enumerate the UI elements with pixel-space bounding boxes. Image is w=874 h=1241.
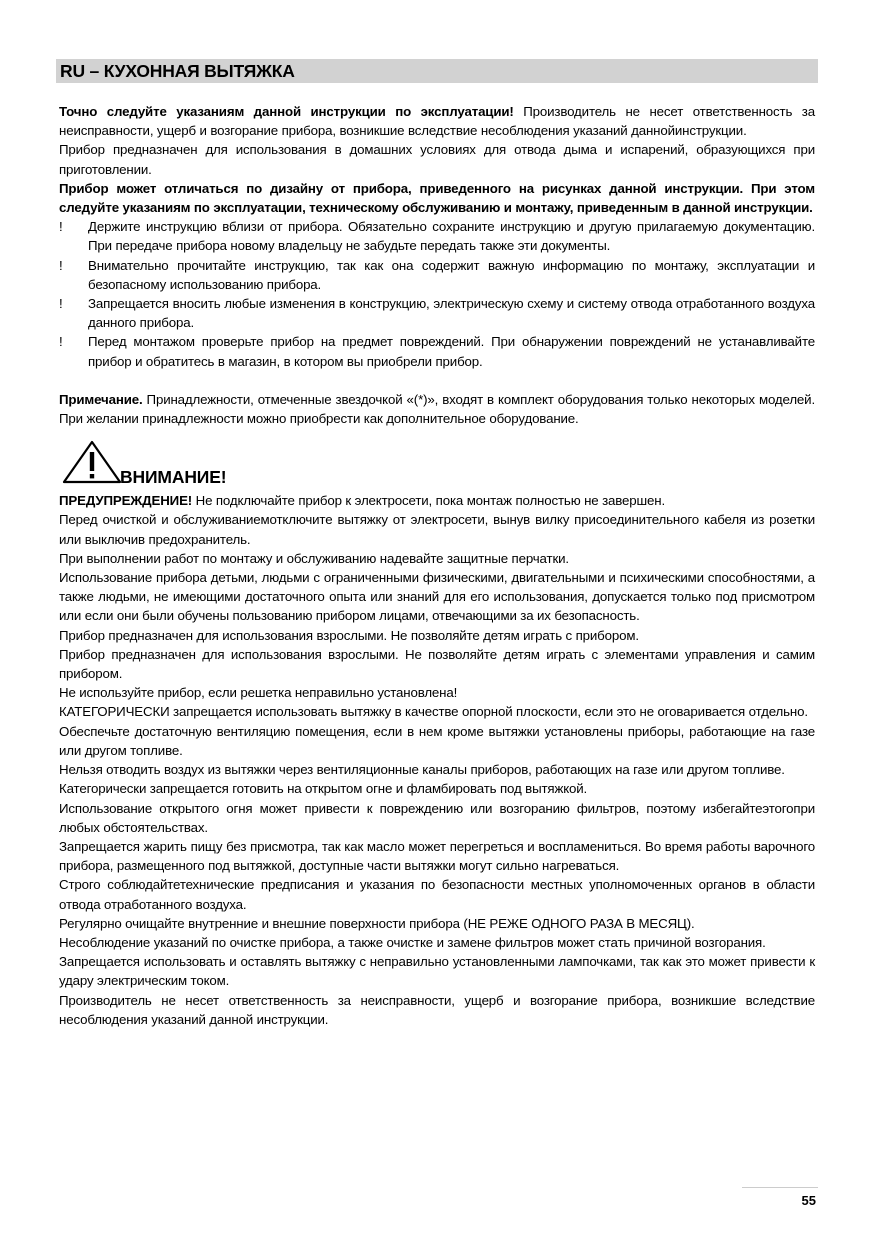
note-label: Примечание.	[59, 391, 143, 407]
warning-paragraph: Несоблюдение указаний по очистке прибора, а также очистке и замене фильтров может стать причиной возгорания.	[59, 934, 766, 950]
warning-paragraph: Регулярно очищайте внутренние и внешние поверхности прибора (НЕ РЕЖЕ ОДНОГО РАЗА В МЕСЯЦ).	[59, 915, 695, 931]
page-number: 55	[801, 1193, 816, 1208]
exclamation-icon: !	[59, 219, 63, 235]
warning-lead-text: Не подключайте прибор к электросети, пока монтаж полностью не завершен.	[192, 493, 666, 509]
warning-paragraph: Прибор предназначен для использования взрослыми. Не позволяйте детям играть с элементами управления и самим прибором.	[59, 646, 815, 682]
warning-triangle-icon	[61, 439, 123, 485]
warning-paragraph: Запрещается жарить пищу без присмотра, так как масло может перегреться и воспламениться. Во время работы варочного прибора, размещенного под вытяжкой, доступные части вытяжки могут сильно нагреваться.	[59, 838, 815, 874]
list-item	[59, 332, 815, 370]
intro-paragraph-1	[59, 102, 815, 140]
warning-heading	[59, 439, 815, 489]
warning-paragraph: КАТЕГОРИЧЕСКИ запрещается использовать вытяжку в качестве опорной плоскости, если это не оговаривается отдельно.	[59, 704, 808, 720]
warning-lead	[59, 491, 815, 510]
list-item-text: Держите инструкцию вблизи от прибора. Обязательно сохраните инструкцию и другую прилагаемую документацию. При передаче прибора новому владельцу не забудьте передать также эти документы.	[88, 219, 815, 254]
intro-text: Производитель не несет ответственность за неисправности, ущерб и возгорание прибора, возникшие вследствие несоблюдения указаний даннойинструкции.	[59, 104, 815, 139]
note-text: Принадлежности, отмеченные звездочкой «(*)», входят в комплект оборудования только некоторых моделей. При желании принадлежности можно приобрести как дополнительное оборудование.	[59, 391, 815, 427]
list-item-text: Перед монтажом проверьте прибор на предмет повреждений. При обнаружении повреждений не устанавливайте прибор и обратитесь в магазин, в котором вы приобрели прибор.	[88, 334, 815, 369]
list-item	[59, 294, 815, 332]
warning-paragraph: Производитель не несет ответственность за неисправности, ущерб и возгорание прибора, возникшие вследствие несоблюдения указаний данной инструкции.	[59, 992, 815, 1027]
section-header: RU – КУХОННАЯ ВЫТЯЖКА	[56, 59, 818, 83]
warning-paragraph: При выполнении работ по монтажу и обслуживанию надевайте защитные перчатки.	[59, 550, 569, 566]
warning-paragraph: Обеспечьте достаточную вентиляцию помещения, если в нем кроме вытяжки установлены приборы, работающие на газе или другом топливе.	[59, 723, 815, 758]
warning-paragraph: Использование прибора детьми, людьми с ограниченными физическими, двигательными и психическими способностями, а также людьми, не имеющими достаточного опыта или знаний для его использования, допускается только под присмотром или если они были обучены пользованию прибором лицами, отвечающими за их безопасность.	[59, 570, 815, 624]
warning-paragraph: Запрещается использовать и оставлять вытяжку с неправильно установленными лампочками, так как это может привести к удару электрическим током.	[59, 954, 815, 989]
warning-paragraph: Строго соблюдайтетехнические предписания и указания по безопасности местных уполномоченных органов в области отвода отработанного воздуха.	[59, 877, 815, 912]
warning-paragraph: Не используйте прибор, если решетка неправильно установлена!	[59, 685, 458, 701]
warning-lead-bold: ПРЕДУПРЕЖДЕНИЕ!	[59, 493, 193, 509]
footer-divider	[742, 1187, 818, 1188]
warning-text	[59, 491, 815, 1029]
intro-paragraph-2: Прибор предназначен для использования в домашних условиях для отвода дыма и испарений, образующихся при приготовлении.	[59, 142, 815, 177]
warning-paragraph: Использование открытого огня может привести к повреждению или возгоранию фильтров, поэтому избегайтеэтогопри любых обстоятельствах.	[59, 800, 815, 835]
warning-title: ВНИМАНИЕ!	[120, 467, 227, 488]
exclamation-icon: !	[59, 257, 63, 273]
intro-bold-lead: Точно следуйте указаниям данной инструкции по эксплуатации!	[59, 104, 514, 119]
list-item-text: Запрещается вносить любые изменения в конструкцию, электрическую схему и систему отвода отработанного воздуха данного прибора.	[88, 296, 815, 331]
exclamation-icon: !	[59, 334, 63, 350]
exclamation-icon: !	[59, 296, 63, 312]
content-body	[59, 102, 815, 1029]
warning-paragraph: Категорически запрещается готовить на открытом огне и фламбировать под вытяжкой.	[59, 781, 588, 797]
bullet-list	[59, 217, 815, 371]
list-item	[59, 256, 815, 294]
spacer	[59, 371, 815, 390]
list-item-text: Внимательно прочитайте инструкцию, так как она содержит важную информацию по монтажу, эксплуатации и безопасному использованию прибора.	[88, 257, 815, 292]
warning-paragraph: Прибор предназначен для использования взрослыми. Не позволяйте детям играть с прибором.	[59, 627, 639, 643]
list-item	[59, 217, 815, 255]
warning-paragraph: Нельзя отводить воздух из вытяжки через вентиляционные каналы приборов, работающих на газе или другом топливе.	[59, 762, 785, 778]
note-paragraph	[59, 390, 815, 428]
warning-paragraph: Перед очисткой и обслуживаниемотключите вытяжку от электросети, вынув вилку присоединительного кабеля из розетки или выключив предохранитель.	[59, 512, 815, 547]
intro-paragraph-3: Прибор может отличаться по дизайну от прибора, приведенного на рисунках данной инструкции. При этом следуйте указаниям по эксплуатации, техническому обслуживанию и монтажу, приведенным в данной инструкции.	[59, 180, 815, 216]
